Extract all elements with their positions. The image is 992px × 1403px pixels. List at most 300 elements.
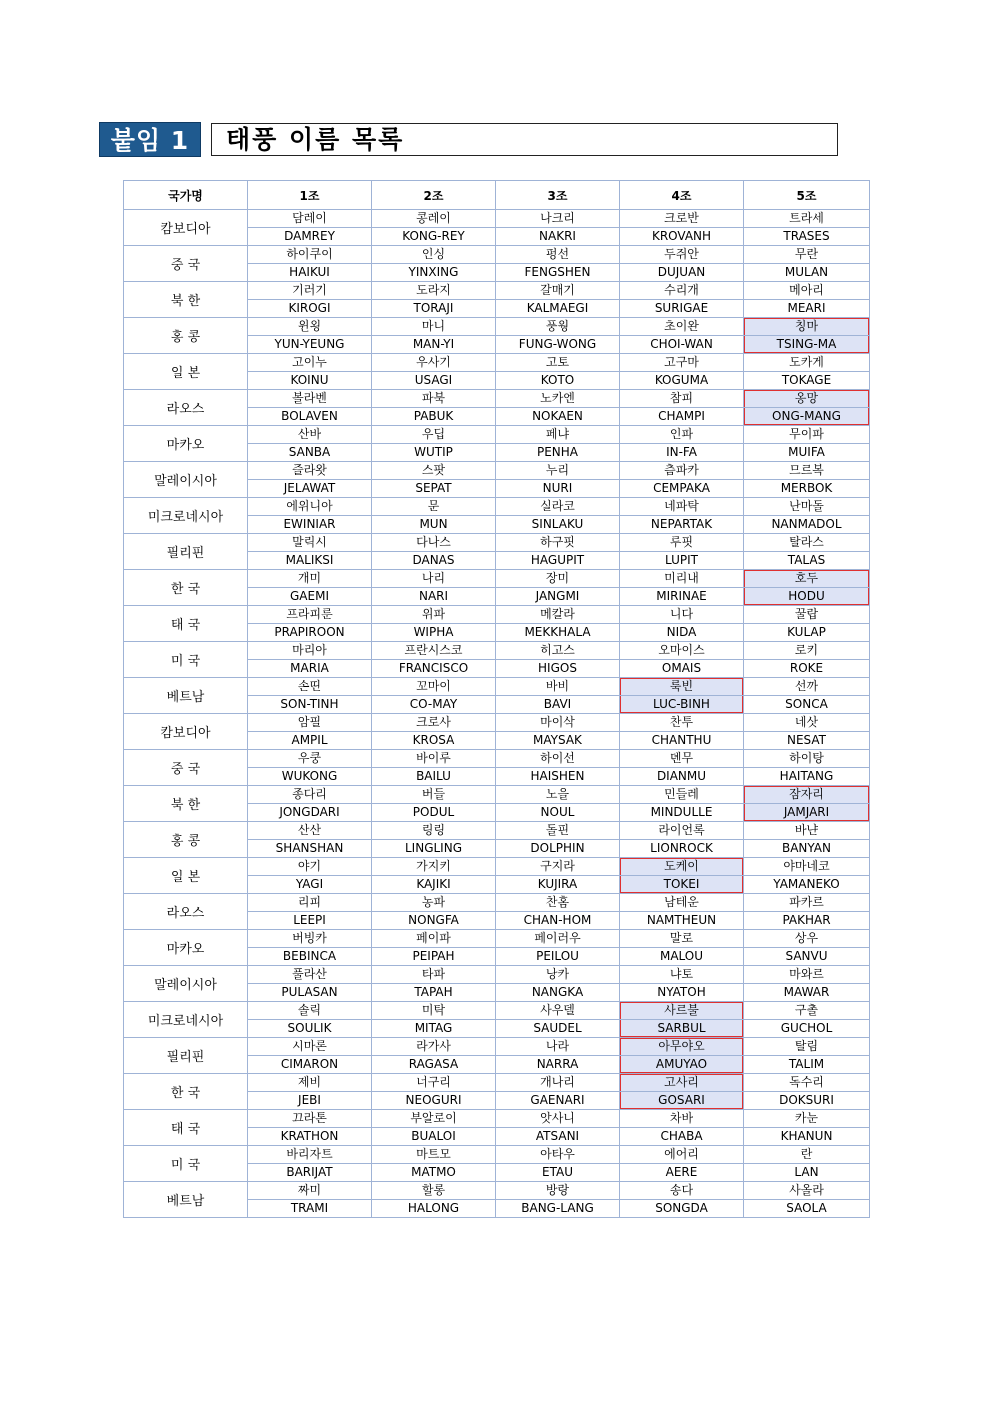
column-header-group-4: 4조	[620, 181, 744, 210]
typhoon-name-korean: 리피	[248, 894, 372, 912]
typhoon-name-korean: 우사기	[372, 354, 496, 372]
typhoon-name-english: NESAT	[744, 732, 870, 750]
typhoon-name-korean: 상우	[744, 930, 870, 948]
table-row-korean	[124, 678, 870, 696]
typhoon-name-english: BANYAN	[744, 840, 870, 858]
typhoon-name-korean: 부알로이	[372, 1110, 496, 1128]
table-row-korean	[124, 606, 870, 624]
typhoon-name-korean: 아타우	[496, 1146, 620, 1164]
typhoon-name-korean: 페이러우	[496, 930, 620, 948]
typhoon-name-english: JAMJARI	[744, 804, 870, 822]
table-row-korean	[124, 714, 870, 732]
attachment-badge: 붙임 1	[99, 122, 201, 157]
country-cell: 중 국	[124, 750, 248, 786]
column-header-group-1: 1조	[248, 181, 372, 210]
typhoon-name-english: MAWAR	[744, 984, 870, 1002]
typhoon-name-korean: 난마돌	[744, 498, 870, 516]
typhoon-name-english: CHAN-HOM	[496, 912, 620, 930]
typhoon-name-english: LINGLING	[372, 840, 496, 858]
typhoon-name-english: SON-TINH	[248, 696, 372, 714]
typhoon-name-english: HALONG	[372, 1200, 496, 1218]
typhoon-name-english: PEIPAH	[372, 948, 496, 966]
typhoon-name-korean: 버빙카	[248, 930, 372, 948]
table-row-korean	[124, 1110, 870, 1128]
typhoon-name-english: CEMPAKA	[620, 480, 744, 498]
typhoon-name-english: KUJIRA	[496, 876, 620, 894]
typhoon-name-korean: 위파	[372, 606, 496, 624]
table-row-korean	[124, 462, 870, 480]
typhoon-name-english: KRATHON	[248, 1128, 372, 1146]
typhoon-name-korean: 고토	[496, 354, 620, 372]
typhoon-name-korean: 노카엔	[496, 390, 620, 408]
typhoon-name-korean: 바냔	[744, 822, 870, 840]
typhoon-name-korean: 갈매기	[496, 282, 620, 300]
country-cell: 필리핀	[124, 534, 248, 570]
table-row-korean	[124, 426, 870, 444]
typhoon-name-english: LUPIT	[620, 552, 744, 570]
table-row-korean	[124, 894, 870, 912]
typhoon-name-english: NANMADOL	[744, 516, 870, 534]
typhoon-name-english: RAGASA	[372, 1056, 496, 1074]
typhoon-name-english: BOLAVEN	[248, 408, 372, 426]
typhoon-name-korean: 바이루	[372, 750, 496, 768]
typhoon-name-korean: 노을	[496, 786, 620, 804]
country-cell: 미 국	[124, 1146, 248, 1182]
typhoon-name-english: ONG-MANG	[744, 408, 870, 426]
typhoon-name-korean: 민들레	[620, 786, 744, 804]
typhoon-name-english: KONG-REY	[372, 228, 496, 246]
typhoon-name-english: MALIKSI	[248, 552, 372, 570]
typhoon-name-korean: 참피	[620, 390, 744, 408]
country-cell: 북 한	[124, 786, 248, 822]
typhoon-name-english: HIGOS	[496, 660, 620, 678]
typhoon-name-english: DIANMU	[620, 768, 744, 786]
typhoon-name-english: DOKSURI	[744, 1092, 870, 1110]
typhoon-name-korean: 수리개	[620, 282, 744, 300]
typhoon-name-korean: 종다리	[248, 786, 372, 804]
typhoon-name-korean: 사르불	[620, 1002, 744, 1020]
typhoon-name-english: MARIA	[248, 660, 372, 678]
typhoon-name-korean: 구촐	[744, 1002, 870, 1020]
typhoon-name-english: ATSANI	[496, 1128, 620, 1146]
typhoon-name-english: MITAG	[372, 1020, 496, 1038]
typhoon-name-english: KOINU	[248, 372, 372, 390]
column-header-group-2: 2조	[372, 181, 496, 210]
typhoon-name-korean: 도케이	[620, 858, 744, 876]
typhoon-name-korean: 찬투	[620, 714, 744, 732]
table-row-korean	[124, 390, 870, 408]
typhoon-name-english: MATMO	[372, 1164, 496, 1182]
typhoon-name-english: NOKAEN	[496, 408, 620, 426]
typhoon-name-korean: 야기	[248, 858, 372, 876]
typhoon-name-korean: 찬홈	[496, 894, 620, 912]
typhoon-name-english: SINLAKU	[496, 516, 620, 534]
typhoon-name-english: KOGUMA	[620, 372, 744, 390]
section-heading	[99, 122, 838, 157]
typhoon-name-korean: 송다	[620, 1182, 744, 1200]
country-cell: 일 본	[124, 858, 248, 894]
typhoon-name-english: TORAJI	[372, 300, 496, 318]
typhoon-name-english: PODUL	[372, 804, 496, 822]
typhoon-name-korean: 가지키	[372, 858, 496, 876]
typhoon-name-english: JELAWAT	[248, 480, 372, 498]
typhoon-name-english: SHANSHAN	[248, 840, 372, 858]
table-row-korean	[124, 858, 870, 876]
typhoon-name-korean: 에위니아	[248, 498, 372, 516]
typhoon-name-korean: 하구핏	[496, 534, 620, 552]
table-row-korean	[124, 930, 870, 948]
country-cell: 캄보디아	[124, 714, 248, 750]
typhoon-name-korean: 즐라왓	[248, 462, 372, 480]
typhoon-name-english: IN-FA	[620, 444, 744, 462]
country-cell: 마카오	[124, 930, 248, 966]
table-row-korean	[124, 1146, 870, 1164]
typhoon-name-english: SURIGAE	[620, 300, 744, 318]
table-row-korean	[124, 498, 870, 516]
typhoon-name-korean: 누리	[496, 462, 620, 480]
typhoon-name-english: NOUL	[496, 804, 620, 822]
typhoon-name-english: DOLPHIN	[496, 840, 620, 858]
table-row-korean	[124, 750, 870, 768]
typhoon-name-english: SONCA	[744, 696, 870, 714]
typhoon-name-korean: 탈라스	[744, 534, 870, 552]
table-row-korean	[124, 1038, 870, 1056]
typhoon-name-english: KROVANH	[620, 228, 744, 246]
typhoon-name-english: MUN	[372, 516, 496, 534]
typhoon-name-english: PRAPIROON	[248, 624, 372, 642]
country-cell: 한 국	[124, 1074, 248, 1110]
typhoon-name-english: EWINIAR	[248, 516, 372, 534]
typhoon-name-korean: 라가사	[372, 1038, 496, 1056]
table-row-korean	[124, 210, 870, 228]
typhoon-name-english: DUJUAN	[620, 264, 744, 282]
typhoon-name-korean: 탈림	[744, 1038, 870, 1056]
country-cell: 말레이시아	[124, 966, 248, 1002]
typhoon-name-english: TSING-MA	[744, 336, 870, 354]
table-row-korean	[124, 822, 870, 840]
typhoon-name-english: MALOU	[620, 948, 744, 966]
typhoon-name-korean: 미리내	[620, 570, 744, 588]
typhoon-name-english: AERE	[620, 1164, 744, 1182]
table-row-korean	[124, 354, 870, 372]
typhoon-name-english: NYATOH	[620, 984, 744, 1002]
typhoon-name-english: NEPARTAK	[620, 516, 744, 534]
typhoon-name-english: SAUDEL	[496, 1020, 620, 1038]
typhoon-name-english: KULAP	[744, 624, 870, 642]
typhoon-name-english: NANGKA	[496, 984, 620, 1002]
typhoon-name-korean: 루핏	[620, 534, 744, 552]
typhoon-name-english: MAYSAK	[496, 732, 620, 750]
typhoon-name-korean: 윈욍	[248, 318, 372, 336]
typhoon-name-korean: 꼬마이	[372, 678, 496, 696]
typhoon-name-korean: 낭카	[496, 966, 620, 984]
typhoon-name-korean: 아무야오	[620, 1038, 744, 1056]
typhoon-name-english: YINXING	[372, 264, 496, 282]
column-header-group-5: 5조	[744, 181, 870, 210]
typhoon-name-korean: 야마네코	[744, 858, 870, 876]
typhoon-name-korean: 크로반	[620, 210, 744, 228]
typhoon-name-english: DAMREY	[248, 228, 372, 246]
typhoon-name-english: PENHA	[496, 444, 620, 462]
country-cell: 필리핀	[124, 1038, 248, 1074]
typhoon-name-english: BAVI	[496, 696, 620, 714]
typhoon-name-korean: 사올라	[744, 1182, 870, 1200]
typhoon-name-korean: 바리자트	[248, 1146, 372, 1164]
typhoon-name-korean: 나리	[372, 570, 496, 588]
table-row-korean	[124, 318, 870, 336]
typhoon-name-english: NARI	[372, 588, 496, 606]
country-cell: 미크로네시아	[124, 498, 248, 534]
typhoon-name-english: JONGDARI	[248, 804, 372, 822]
typhoon-name-korean: 크로사	[372, 714, 496, 732]
typhoon-name-korean: 풀라산	[248, 966, 372, 984]
typhoon-name-korean: 도카게	[744, 354, 870, 372]
typhoon-name-english: PEILOU	[496, 948, 620, 966]
typhoon-name-korean: 룩빈	[620, 678, 744, 696]
typhoon-name-korean: 손띤	[248, 678, 372, 696]
typhoon-name-korean: 두쥐안	[620, 246, 744, 264]
typhoon-name-english: TOKEI	[620, 876, 744, 894]
typhoon-name-english: SAOLA	[744, 1200, 870, 1218]
typhoon-name-korean: 옹망	[744, 390, 870, 408]
country-cell: 홍 콩	[124, 822, 248, 858]
typhoon-name-english: SONGDA	[620, 1200, 744, 1218]
typhoon-name-english: LEEPI	[248, 912, 372, 930]
typhoon-name-english: CO-MAY	[372, 696, 496, 714]
typhoon-name-korean: 호두	[744, 570, 870, 588]
typhoon-name-english: DANAS	[372, 552, 496, 570]
typhoon-name-korean: 칭마	[744, 318, 870, 336]
typhoon-name-english: NURI	[496, 480, 620, 498]
typhoon-name-english: NAKRI	[496, 228, 620, 246]
typhoon-name-korean: 하이선	[496, 750, 620, 768]
typhoon-name-korean: 초이완	[620, 318, 744, 336]
table-row-korean	[124, 282, 870, 300]
typhoon-name-korean: 메칼라	[496, 606, 620, 624]
typhoon-name-english: HAITANG	[744, 768, 870, 786]
typhoon-name-korean: 장미	[496, 570, 620, 588]
table-row-korean	[124, 642, 870, 660]
typhoon-name-korean: 라이언록	[620, 822, 744, 840]
typhoon-name-english: KIROGI	[248, 300, 372, 318]
typhoon-name-korean: 할롱	[372, 1182, 496, 1200]
typhoon-name-korean: 마리아	[248, 642, 372, 660]
country-cell: 홍 콩	[124, 318, 248, 354]
table-row-korean	[124, 570, 870, 588]
typhoon-name-english: NONGFA	[372, 912, 496, 930]
typhoon-name-english: KROSA	[372, 732, 496, 750]
typhoon-name-korean: 인파	[620, 426, 744, 444]
typhoon-name-english: MUIFA	[744, 444, 870, 462]
typhoon-name-english: TRASES	[744, 228, 870, 246]
typhoon-name-korean: 카눈	[744, 1110, 870, 1128]
typhoon-name-english: BARIJAT	[248, 1164, 372, 1182]
typhoon-name-korean: 고구마	[620, 354, 744, 372]
typhoon-name-english: BANG-LANG	[496, 1200, 620, 1218]
typhoon-name-korean: 마트모	[372, 1146, 496, 1164]
typhoon-name-korean: 나라	[496, 1038, 620, 1056]
table-row-korean	[124, 786, 870, 804]
typhoon-name-korean: 에어리	[620, 1146, 744, 1164]
typhoon-name-korean: 농파	[372, 894, 496, 912]
typhoon-name-korean: 앗사니	[496, 1110, 620, 1128]
typhoon-name-english: CIMARON	[248, 1056, 372, 1074]
typhoon-name-korean: 산산	[248, 822, 372, 840]
typhoon-name-english: LUC-BINH	[620, 696, 744, 714]
typhoon-name-english: TALIM	[744, 1056, 870, 1074]
typhoon-name-english: MEKKHALA	[496, 624, 620, 642]
country-cell: 중 국	[124, 246, 248, 282]
typhoon-name-english: OMAIS	[620, 660, 744, 678]
typhoon-name-korean: 돌핀	[496, 822, 620, 840]
typhoon-name-korean: 미탁	[372, 1002, 496, 1020]
typhoon-name-korean: 도라지	[372, 282, 496, 300]
typhoon-name-korean: 하이쿠이	[248, 246, 372, 264]
typhoon-name-korean: 인싱	[372, 246, 496, 264]
typhoon-name-english: GAENARI	[496, 1092, 620, 1110]
typhoon-name-korean: 개미	[248, 570, 372, 588]
typhoon-name-english: BAILU	[372, 768, 496, 786]
page-title: 태풍 이름 목록	[211, 123, 838, 156]
typhoon-name-korean: 우쿵	[248, 750, 372, 768]
country-cell: 태 국	[124, 606, 248, 642]
typhoon-name-english: MERBOK	[744, 480, 870, 498]
typhoon-name-english: KAJIKI	[372, 876, 496, 894]
country-cell: 라오스	[124, 894, 248, 930]
typhoon-name-korean: 파카르	[744, 894, 870, 912]
table-row-korean	[124, 534, 870, 552]
table-header-row	[124, 181, 870, 210]
typhoon-name-english: NIDA	[620, 624, 744, 642]
typhoon-name-english: SARBUL	[620, 1020, 744, 1038]
typhoon-name-english: LAN	[744, 1164, 870, 1182]
country-cell: 베트남	[124, 1182, 248, 1218]
typhoon-name-korean: 냐토	[620, 966, 744, 984]
typhoon-name-english: AMPIL	[248, 732, 372, 750]
column-header-group-3: 3조	[496, 181, 620, 210]
typhoon-name-english: HAISHEN	[496, 768, 620, 786]
typhoon-name-english: CHAMPI	[620, 408, 744, 426]
typhoon-name-korean: 풍웡	[496, 318, 620, 336]
typhoon-name-korean: 네파탁	[620, 498, 744, 516]
typhoon-name-english: BUALOI	[372, 1128, 496, 1146]
typhoon-name-korean: 링링	[372, 822, 496, 840]
typhoon-name-korean: 오마이스	[620, 642, 744, 660]
typhoon-name-korean: 마와르	[744, 966, 870, 984]
typhoon-name-english: USAGI	[372, 372, 496, 390]
country-cell: 미 국	[124, 642, 248, 678]
typhoon-name-english: PABUK	[372, 408, 496, 426]
typhoon-name-korean: 마이삭	[496, 714, 620, 732]
typhoon-name-english: NAMTHEUN	[620, 912, 744, 930]
typhoon-name-korean: 프란시스코	[372, 642, 496, 660]
typhoon-name-korean: 꿀랍	[744, 606, 870, 624]
typhoon-name-korean: 고사리	[620, 1074, 744, 1092]
typhoon-name-korean: 마니	[372, 318, 496, 336]
typhoon-name-english: TRAMI	[248, 1200, 372, 1218]
typhoon-name-english: KOTO	[496, 372, 620, 390]
typhoon-name-english: MEARI	[744, 300, 870, 318]
typhoon-name-english: YAMANEKO	[744, 876, 870, 894]
typhoon-name-english: MULAN	[744, 264, 870, 282]
typhoon-name-korean: 짜미	[248, 1182, 372, 1200]
typhoon-name-english: FENGSHEN	[496, 264, 620, 282]
typhoon-name-korean: 츰파카	[620, 462, 744, 480]
typhoon-name-english: NEOGURI	[372, 1092, 496, 1110]
typhoon-name-korean: 타파	[372, 966, 496, 984]
typhoon-name-english: YAGI	[248, 876, 372, 894]
typhoon-name-korean: 프라피룬	[248, 606, 372, 624]
typhoon-name-korean: 선까	[744, 678, 870, 696]
typhoon-name-english: MIRINAE	[620, 588, 744, 606]
typhoon-name-english: YUN-YEUNG	[248, 336, 372, 354]
typhoon-name-korean: 고이누	[248, 354, 372, 372]
typhoon-name-english: GAEMI	[248, 588, 372, 606]
country-cell: 일 본	[124, 354, 248, 390]
typhoon-name-english: TAPAH	[372, 984, 496, 1002]
typhoon-name-english: WIPHA	[372, 624, 496, 642]
typhoon-name-english: TOKAGE	[744, 372, 870, 390]
typhoon-name-english: TALAS	[744, 552, 870, 570]
typhoon-name-english: PAKHAR	[744, 912, 870, 930]
typhoon-name-english: HAIKUI	[248, 264, 372, 282]
typhoon-name-english: NARRA	[496, 1056, 620, 1074]
table-row-korean	[124, 1182, 870, 1200]
column-header-country: 국가명	[124, 181, 248, 210]
typhoon-name-english: WUKONG	[248, 768, 372, 786]
typhoon-name-english: ETAU	[496, 1164, 620, 1182]
typhoon-name-korean: 무란	[744, 246, 870, 264]
typhoon-name-english: SOULIK	[248, 1020, 372, 1038]
country-cell: 라오스	[124, 390, 248, 426]
typhoon-name-korean: 말로	[620, 930, 744, 948]
typhoon-name-english: HAGUPIT	[496, 552, 620, 570]
typhoon-name-korean: 페냐	[496, 426, 620, 444]
typhoon-name-english: CHANTHU	[620, 732, 744, 750]
typhoon-name-english: SANBA	[248, 444, 372, 462]
typhoon-name-korean: 독수리	[744, 1074, 870, 1092]
typhoon-name-english: SANVU	[744, 948, 870, 966]
typhoon-name-english: JEBI	[248, 1092, 372, 1110]
table-row-korean	[124, 1074, 870, 1092]
typhoon-name-korean: 시마론	[248, 1038, 372, 1056]
typhoon-name-korean: 페이파	[372, 930, 496, 948]
typhoon-name-korean: 실라코	[496, 498, 620, 516]
typhoon-name-korean: 스팟	[372, 462, 496, 480]
typhoon-name-korean: 나크리	[496, 210, 620, 228]
typhoon-name-english: FUNG-WONG	[496, 336, 620, 354]
typhoon-name-korean: 남테운	[620, 894, 744, 912]
typhoon-name-english: JANGMI	[496, 588, 620, 606]
typhoon-name-korean: 담레이	[248, 210, 372, 228]
typhoon-name-table	[123, 180, 870, 1218]
typhoon-name-english: HODU	[744, 588, 870, 606]
typhoon-name-korean: 펑선	[496, 246, 620, 264]
typhoon-name-korean: 네삿	[744, 714, 870, 732]
typhoon-name-english: MINDULLE	[620, 804, 744, 822]
typhoon-name-korean: 문	[372, 498, 496, 516]
typhoon-name-english: LIONROCK	[620, 840, 744, 858]
country-cell: 베트남	[124, 678, 248, 714]
typhoon-name-korean: 다나스	[372, 534, 496, 552]
typhoon-name-korean: 파북	[372, 390, 496, 408]
typhoon-name-korean: 바비	[496, 678, 620, 696]
typhoon-name-english: CHABA	[620, 1128, 744, 1146]
typhoon-name-english: BEBINCA	[248, 948, 372, 966]
typhoon-name-english: WUTIP	[372, 444, 496, 462]
typhoon-name-korean: 볼라벤	[248, 390, 372, 408]
typhoon-name-korean: 란	[744, 1146, 870, 1164]
